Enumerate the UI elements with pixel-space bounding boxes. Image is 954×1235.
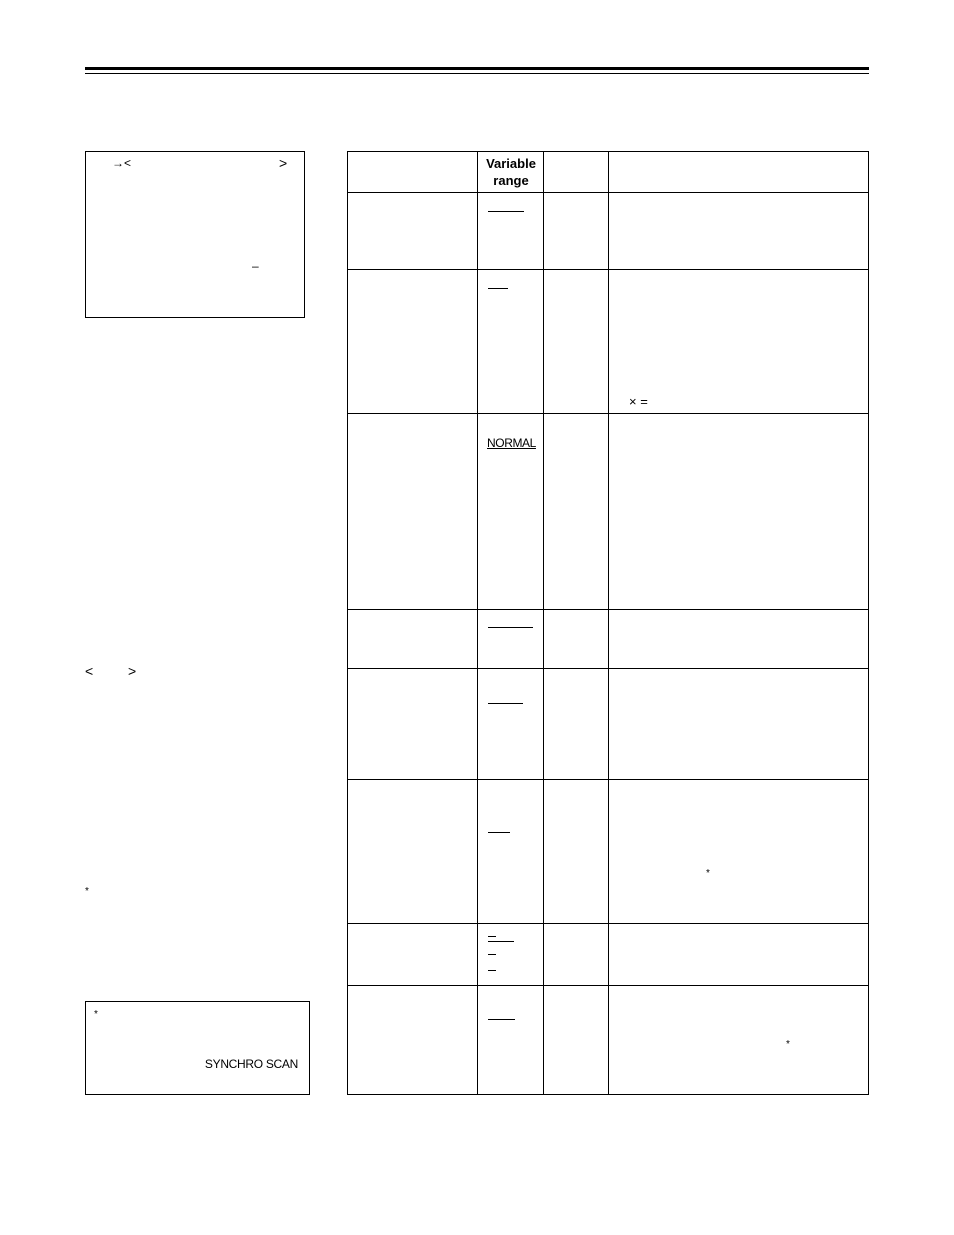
menu-screen-box <box>85 151 305 318</box>
default-value-underline <box>488 832 510 833</box>
option-mark <box>488 970 496 971</box>
row-divider <box>348 609 868 610</box>
row-divider <box>348 269 868 270</box>
row-star: * <box>706 868 710 879</box>
row-divider <box>348 668 868 669</box>
row-star: * <box>786 1039 790 1050</box>
row-divider <box>348 192 868 193</box>
row-divider <box>348 779 868 780</box>
default-value-underline <box>488 211 524 212</box>
header-rule-thin <box>85 73 869 74</box>
default-value-underline <box>488 703 523 704</box>
row-divider <box>348 923 868 924</box>
multiply-equals-glyphs: × = <box>629 394 648 409</box>
next-page-icon: > <box>279 155 288 171</box>
less-than-glyph: < <box>85 663 94 679</box>
column-divider <box>543 152 544 1094</box>
column-divider <box>477 152 478 1094</box>
greater-than-glyph: > <box>128 663 137 679</box>
note-star: * <box>94 1009 98 1020</box>
default-value-normal: NORMAL <box>487 436 536 450</box>
bracket-glyphs <box>85 663 171 679</box>
header-variable-range <box>478 155 544 189</box>
default-value-underline <box>488 941 514 942</box>
arrow-cursor-icon: →< <box>112 156 132 170</box>
row-divider <box>348 985 868 986</box>
default-value-underline <box>488 1019 515 1020</box>
note-box <box>85 1001 310 1095</box>
dash-mark: – <box>252 259 259 273</box>
default-value-underline <box>488 627 533 628</box>
header-rule-thick <box>85 67 869 70</box>
footnote-star: * <box>85 886 89 897</box>
option-mark <box>488 936 496 937</box>
row-divider <box>348 413 868 414</box>
synchro-scan-label: SYNCHRO SCAN <box>204 1057 298 1071</box>
column-divider <box>608 152 609 1094</box>
header-variable-text: Variable range <box>486 156 536 188</box>
option-mark <box>488 954 496 955</box>
settings-table <box>347 151 869 1095</box>
default-value-underline <box>488 288 508 289</box>
